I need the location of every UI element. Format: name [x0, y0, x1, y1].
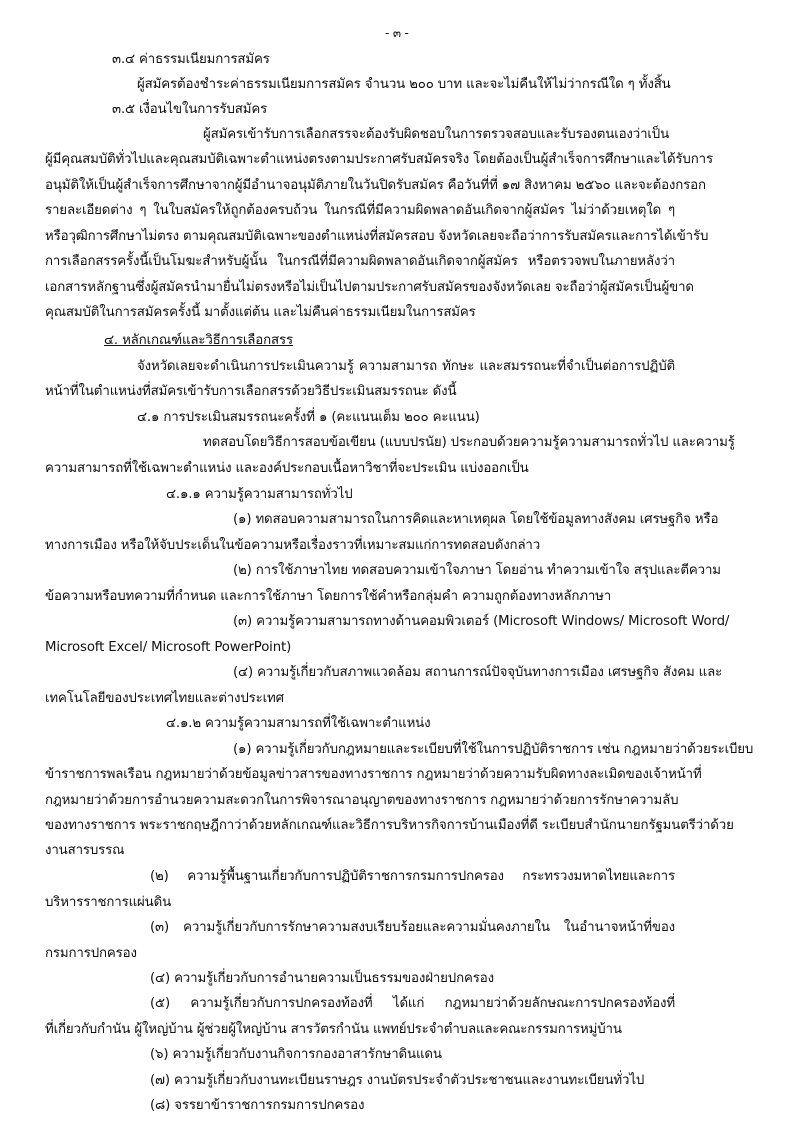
paragraph-line: หน้าที่ในตำแหน่งที่สมัครเข้ารับการเลือกสรรด้วยวิธีประเมินสมรรถนะ ดังนี้ — [45, 384, 457, 399]
list-item-continuation: Microsoft Excel/ Microsoft PowerPoint) — [45, 640, 292, 655]
list-item-continuation: ที่เกี่ยวกับกำนัน ผู้ใหญ่บ้าน ผู้ช่วยผู้ใหญ่บ้าน สารวัตรกำนัน แพทย์ประจำตำบลและคณะกรรมการหมู่บ้าน — [45, 1022, 622, 1037]
paragraph-line: ผู้สมัครเข้ารับการเลือกสรรจะต้องรับผิดชอบในการตรวจสอบและรับรองตนเองว่าเป็น — [203, 127, 670, 142]
list-item: (๘) จรรยาข้าราชการกรมการปกครอง — [150, 1098, 365, 1113]
list-item: (๗) ความรู้เกี่ยวกับงานทะเบียนราษฎร งานบัตรประจำตัวประชาชนและงานทะเบียนทั่วไป — [150, 1073, 645, 1088]
list-item: (๔) ความรู้เกี่ยวกับสภาพแวดล้อม สถานการณ์ปัจจุบันทางการเมือง เศรษฐกิจ สังคม และ — [233, 665, 723, 680]
list-item: (๑) ทดสอบความสามารถในการคิดและหาเหตุผล โดยใช้ข้อมูลทางสังคม เศรษฐกิจ หรือ — [233, 512, 719, 527]
list-item: (๑) ความรู้เกี่ยวกับกฎหมายและระเบียบที่ใช้ในการปฏิบัติราชการ เช่น กฎหมายว่าด้วยระเบียบ — [233, 742, 754, 757]
list-item: (๖) ความรู้เกี่ยวกับงานกิจการกองอาสารักษาดินแดน — [150, 1047, 442, 1062]
paragraph-line: ทดสอบโดยวิธีการสอบข้อเขียน (แบบปรนัย) ประกอบด้วยความรู้ความสามารถทั่วไป และความรู้ — [203, 435, 735, 450]
section-4-heading: ๔. หลักเกณฑ์และวิธีการเลือกสรร — [104, 333, 293, 348]
list-item: (๓) ความรู้ความสามารถทางด้านคอมพิวเตอร์ (Microsoft Windows/ Microsoft Word/ — [233, 614, 730, 629]
list-item: (๒) การใช้ภาษาไทย ทดสอบความเข้าใจภาษา โดยอ่าน ทำความเข้าใจ สรุปและตีความ — [233, 563, 721, 578]
list-item-continuation: งานสารบรรณ — [45, 843, 125, 858]
paragraph-line: ความสามารถที่ใช้เฉพาะตำแหน่ง และองค์ประกอบเนื้อหาวิชาที่จะประเมิน แบ่งออกเป็น — [45, 461, 529, 476]
page-number: - ๓ - — [385, 26, 409, 40]
list-item-continuation: ข้าราชการพลเรือน กฎหมายว่าด้วยข้อมูลข่าวสารของทางราชการ กฎหมายว่าด้วยความรับผิดทางละเมิดของเจ้าหน้าที่ — [45, 767, 702, 782]
section-4-1-heading: ๔.๑ การประเมินสมรรถนะครั้งที่ ๑ (คะแนนเต็ม ๒๐๐ คะแนน) — [137, 410, 480, 425]
list-item-continuation: กรมการปกครอง — [45, 946, 137, 961]
paragraph-line: คุณสมบัติในการสมัครครั้งนี้ มาตั้งแต่ต้น และไม่คืนค่าธรรมเนียมในการสมัคร — [45, 305, 476, 320]
list-item-continuation: เทคโนโลยีของประเทศไทยและต่างประเทศ — [45, 691, 284, 706]
paragraph-line: รายละเอียดต่าง ๆ ในใบสมัครให้ถูกต้องครบถ้วน ในกรณีที่มีความผิดพลาดอันเกิดจากผู้สมัคร ไม่ว่าด้วยเหตุใด ๆ — [45, 203, 675, 218]
paragraph-line: หรือวุฒิการศึกษาไม่ตรง ตามคุณสมบัติเฉพาะของตำแหน่งที่สมัครสอบ จังหวัดเลยจะถือว่าการรับสมัครและการได้เข้ารับ — [45, 229, 709, 244]
section-4-1-2-heading: ๔.๑.๒ ความรู้ความสามารถที่ใช้เฉพาะตำแหน่ง — [166, 716, 431, 731]
paragraph-line: จังหวัดเลยจะดำเนินการประเมินความรู้ ความสามารถ ทักษะ และสมรรถนะที่จำเป็นต่อการปฏิบัติ — [137, 359, 675, 374]
list-item: (๕) ความรู้เกี่ยวกับการปกครองท้องที่ ได้แก่ กฎหมายว่าด้วยลักษณะการปกครองท้องที่ — [150, 996, 675, 1011]
section-4-1-1-heading: ๔.๑.๑ ความรู้ความสามารถทั่วไป — [166, 487, 353, 502]
list-item: (๔) ความรู้เกี่ยวกับการอำนายความเป็นธรรมของฝ่ายปกครอง — [150, 971, 494, 986]
list-item-continuation: กฎหมายว่าด้วยการอำนวยความสะดวกในการพิจารณาอนุญาตของทางราชการ กฎหมายว่าด้วยการรักษาความลับ — [45, 793, 679, 808]
list-item-continuation: ทางการเมือง หรือให้จับประเด็นในข้อความหรือเรื่องราวที่เหมาะสมแก่การทดสอบดังกล่าว — [45, 538, 541, 553]
section-3-4-heading: ๓.๔ ค่าธรรมเนียมการสมัคร — [112, 52, 270, 67]
paragraph-line: การเลือกสรรครั้งนี้เป็นโมฆะสำหรับผู้นั้น ในกรณีที่มีความผิดพลาดอันเกิดจากผู้สมัคร หรือตรวจพบในภายหลังว่า — [45, 254, 675, 269]
paragraph-line: เอกสารหลักฐานซึ่งผู้สมัครนำมายื่นไม่ตรงหรือไม่เป็นไปตามประกาศรับสมัครของจังหวัดเลย จะถือว่าผู้สมัครเป็นผู้ขาด — [45, 280, 694, 295]
list-item: (๓) ความรู้เกี่ยวกับการรักษาความสงบเรียบร้อยและความมั่นคงภายใน ในอำนาจหน้าที่ของ — [150, 920, 675, 935]
list-item-continuation: ข้อความหรือบทความที่กำหนด และการใช้ภาษา โดยการใช้คำหรือกลุ่มคำ ความถูกต้องทางหลักภาษา — [45, 589, 612, 604]
list-item-continuation: บริหารราชการแผ่นดิน — [45, 895, 172, 910]
paragraph-line: ผู้มีคุณสมบัติทั่วไปและคุณสมบัติเฉพาะตำแหน่งตรงตามประกาศรับสมัครจริง โดยต้องเป็นผู้สำเร็จการศึกษาและได้รับการ — [45, 152, 713, 167]
paragraph-line: ผู้สมัครต้องชำระค่าธรรมเนียมการสมัคร จำนวน ๒๐๐ บาท และจะไม่คืนให้ไม่ว่ากรณีใด ๆ ทั้งสิ้น — [137, 77, 671, 92]
list-item-continuation: ของทางราชการ พระราชกฤษฎีกาว่าด้วยหลักเกณฑ์และวิธีการบริหารกิจการบ้านเมืองที่ดี ระเบียบสำนักนายกรัฐมนตรีว่าด้วย — [45, 818, 734, 833]
list-item: (๒) ความรู้พื้นฐานเกี่ยวกับการปฏิบัติราชการกรมการปกครอง กระทรวงมหาดไทยและการ — [150, 869, 675, 884]
section-3-5-heading: ๓.๕ เงื่อนไขในการรับสมัคร — [112, 102, 268, 117]
paragraph-line: อนุมัติให้เป็นผู้สำเร็จการศึกษาจากผู้มีอำนาจอนุมัติภายในวันปิดรับสมัคร คือวันที่ที่ ๑๗ สิงหาคม ๒๕๖๐ และจะต้องกรอก — [45, 178, 706, 193]
